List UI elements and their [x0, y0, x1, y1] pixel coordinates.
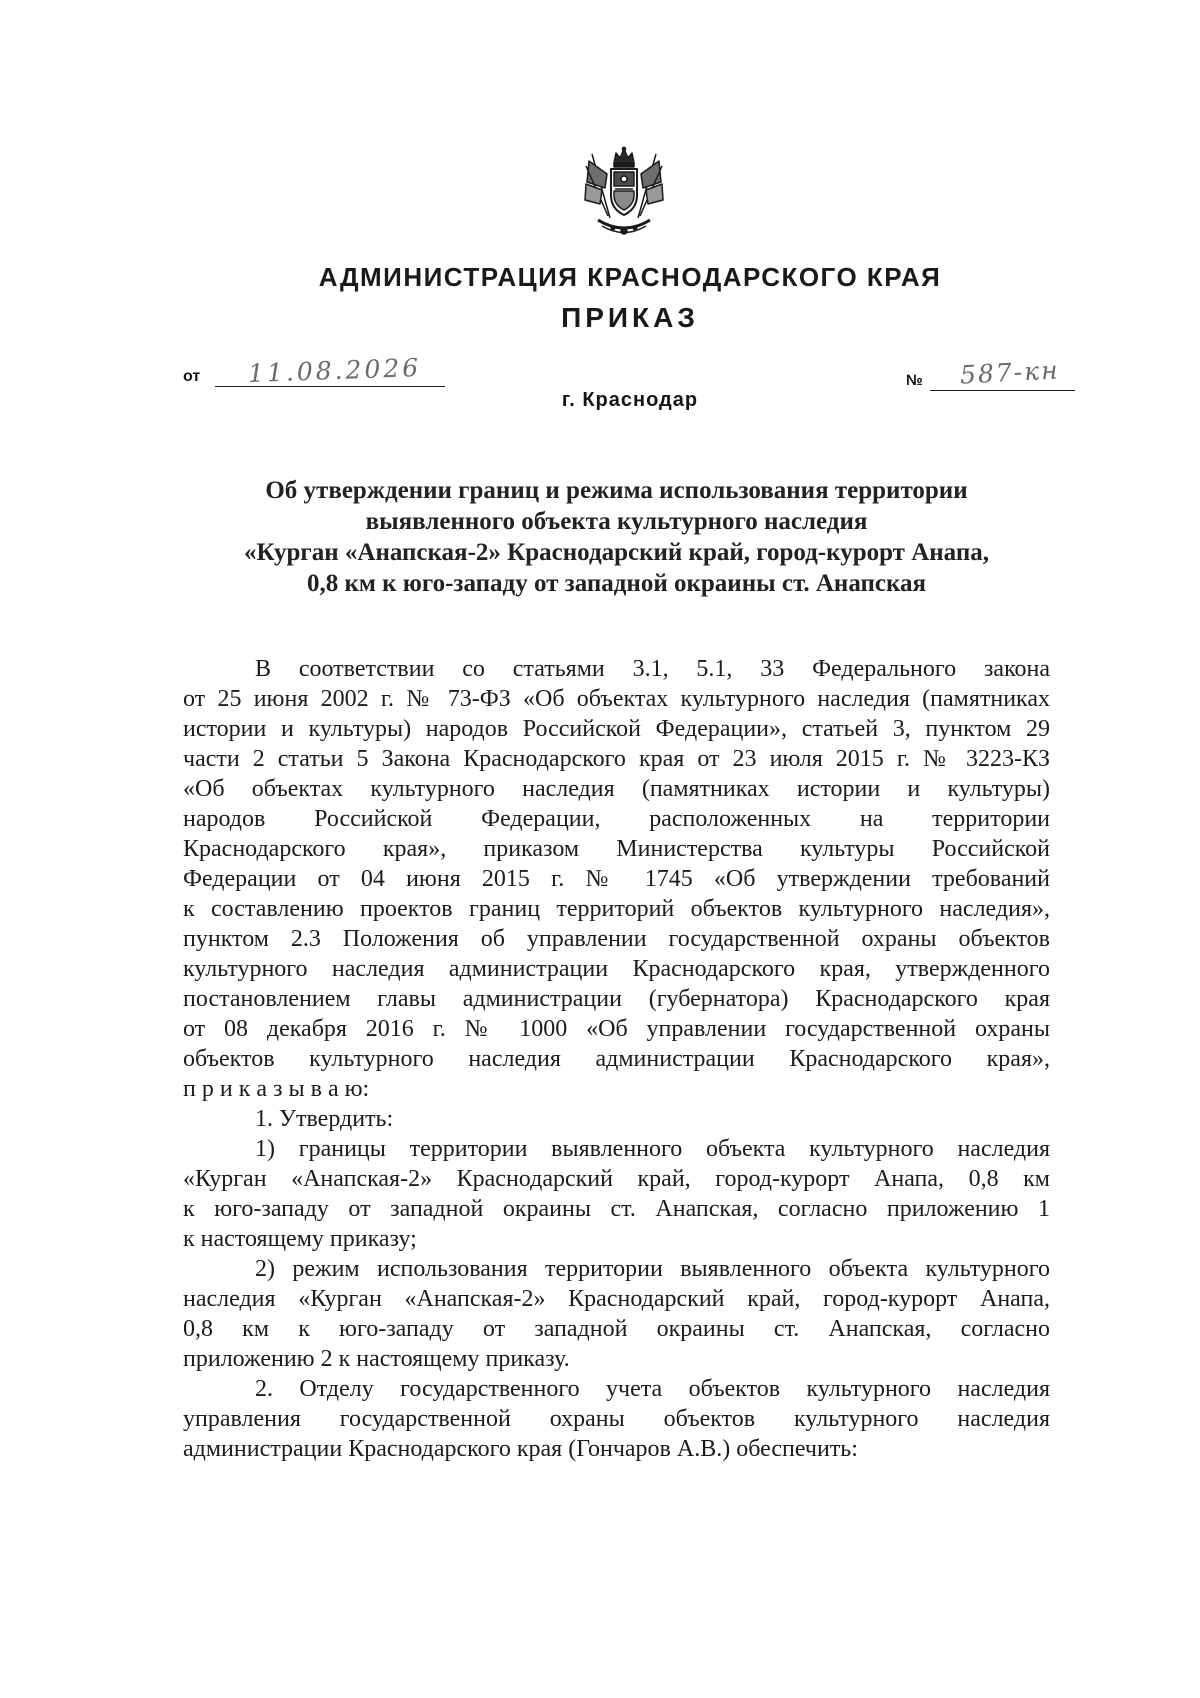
body-line: 2. Отделу государственного учета объектов культурного наследия: [255, 1376, 1050, 1402]
body-line: п р и к а з ы в а ю:: [183, 1076, 370, 1102]
body-line: объектов культурного наследия администрации Краснодарского края»,: [183, 1046, 1050, 1072]
body-line: Краснодарского края», приказом Министерства культуры Российской: [183, 836, 1050, 862]
title-line: «Курган «Анапская-2» Краснодарский край, город-курорт Анапа,: [243, 539, 990, 566]
handwritten-number: 587-кн: [959, 355, 1061, 390]
body-line: управления государственной охраны объектов культурного наследия: [183, 1406, 1050, 1432]
city-name: г. Краснодар: [561, 389, 699, 411]
body-line: культурного наследия администрации Краснодарского края, утвержденного: [183, 956, 1050, 982]
emblem-right-flags: [638, 154, 663, 218]
document-type: ПРИКАЗ: [561, 302, 699, 333]
number-prefix: №: [906, 372, 923, 389]
body-line: 0,8 км к юго-западу от западной окраины ст. Анапская, согласно: [183, 1316, 1050, 1342]
emblem-shield: [611, 169, 637, 215]
body-line: истории и культуры) народов Российской Федерации», статьей 3, пунктом 29: [183, 716, 1050, 742]
emblem-crown: [614, 147, 634, 167]
handwritten-date: 11.08.2026: [247, 352, 422, 389]
body-line: части 2 статьи 5 Закона Краснодарского края от 23 июля 2015 г. № 3223-КЗ: [183, 746, 1050, 772]
body-line: администрации Краснодарского края (Гончаров А.В.) обеспечить:: [183, 1436, 858, 1462]
emblem-left-flags: [585, 154, 610, 218]
body-line: 1) границы территории выявленного объекта культурного наследия: [255, 1136, 1050, 1162]
order-title: [183, 475, 1050, 599]
body-line: 2) режим использования территории выявленного объекта культурного: [255, 1256, 1050, 1282]
body-line: «Об объектах культурного наследия (памятниках истории и культуры): [183, 776, 1050, 802]
body-line: В соответствии со статьями 3.1, 5.1, 33 Федерального закона: [255, 656, 1050, 682]
coat-of-arms-svg: [583, 146, 665, 238]
emblem-ribbon: [598, 220, 650, 234]
body-line: к настоящему приказу;: [183, 1226, 417, 1252]
body-line: Федерации от 04 июня 2015 г. № 1745 «Об утверждении требований: [183, 866, 1050, 892]
body-line: 1. Утвердить:: [255, 1106, 394, 1132]
body-line: постановлением главы администрации (губернатора) Краснодарского края: [183, 986, 1050, 1012]
body-line: пунктом 2.3 Положения об управлении государственной охраны объектов: [183, 926, 1050, 952]
body-line: наследия «Курган «Анапская-2» Краснодарский край, город-курорт Анапа,: [183, 1286, 1050, 1312]
body-line: к составлению проектов границ территорий объектов культурного наследия»,: [183, 896, 1050, 922]
number-underline: [930, 390, 1075, 391]
coat-of-arms-icon: [583, 146, 665, 238]
body-line: к юго-западу от западной окраины ст. Анапская, согласно приложению 1: [183, 1196, 1050, 1222]
title-line: 0,8 км к юго-западу от западной окраины ст. Анапская: [306, 570, 927, 597]
body-line: приложению 2 к настоящему приказу.: [183, 1346, 570, 1372]
organization-name: АДМИНИСТРАЦИЯ КРАСНОДАРСКОГО КРАЯ: [318, 262, 942, 292]
body-line: народов Российской Федерации, расположенных на территории: [183, 806, 1050, 832]
body-line: от 08 декабря 2016 г. № 1000 «Об управлении государственной охраны: [183, 1016, 1050, 1042]
order-body: [183, 654, 1050, 1464]
body-line: от 25 июня 2002 г. № 73-ФЗ «Об объектах культурного наследия (памятниках: [183, 686, 1050, 712]
title-line: Об утверждении границ и режима использования территории: [265, 477, 968, 504]
date-prefix: от: [183, 368, 201, 385]
body-line: «Курган «Анапская-2» Краснодарский край, город-курорт Анапа, 0,8 км: [183, 1166, 1050, 1192]
title-line: выявленного объекта культурного наследия: [365, 508, 868, 535]
